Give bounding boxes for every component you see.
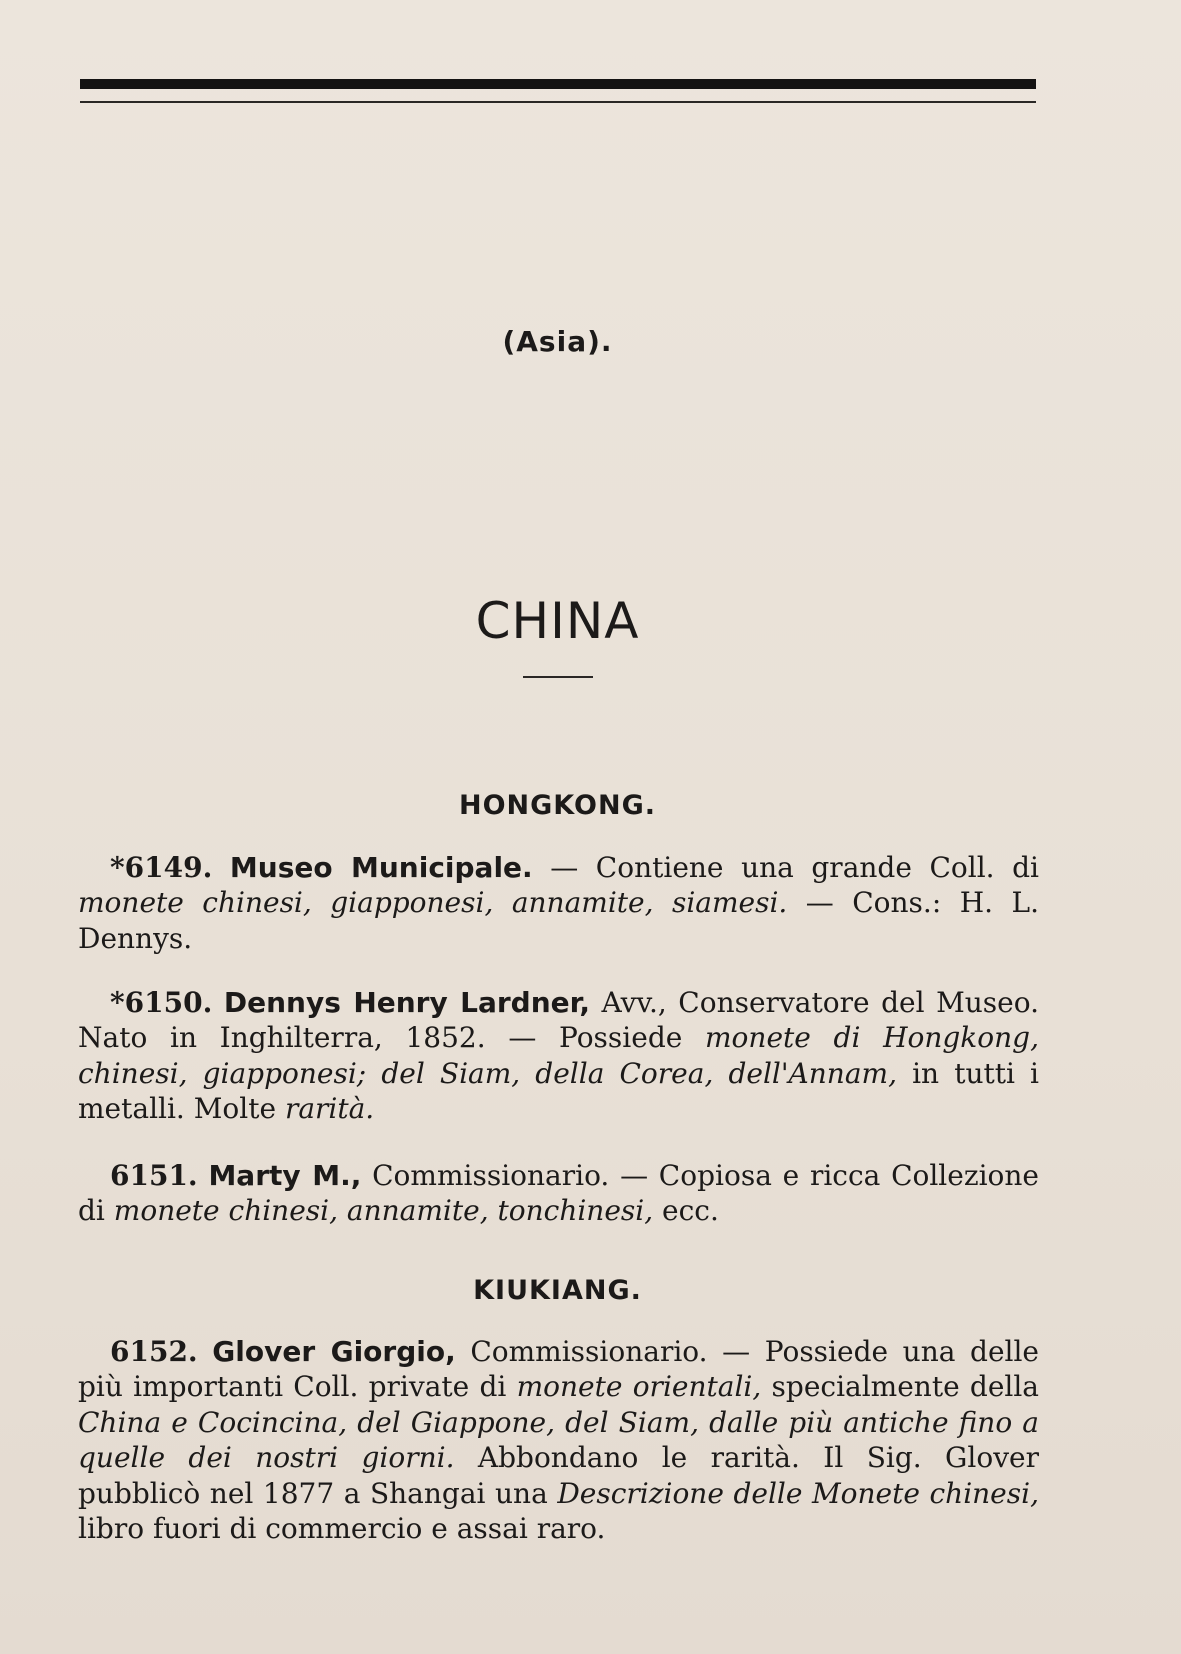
entry-name: Dennys Henry Lardner,: [223, 986, 590, 1019]
entry-6152: [78, 1334, 1039, 1546]
entry-text: specialmente della: [761, 1370, 1039, 1404]
country-heading: CHINA: [475, 592, 640, 650]
entry-number: *6149.: [110, 851, 213, 884]
entry-number: *6150.: [110, 986, 213, 1019]
region-heading: (Asia).: [502, 325, 613, 358]
heading-divider: [523, 676, 593, 678]
entry-italic: monete di Hongkong, chinesi, giapponesi; del Siam, della Corea, dell'Annam,: [78, 1021, 1039, 1090]
entry-italic: Descrizione delle Monete chinesi,: [557, 1476, 1039, 1510]
entry-6151: [78, 1158, 1039, 1229]
entry-6149: [78, 850, 1039, 956]
entry-name: Museo Municipale.: [229, 851, 533, 884]
entry-text: libro fuori di commercio e assai raro.: [78, 1512, 606, 1546]
entry-text: in tutti i metalli. Molte: [78, 1056, 1039, 1126]
entry-name: Glover Giorgio,: [212, 1335, 456, 1368]
entry-italic: rarità.: [284, 1092, 375, 1126]
entry-text: Commissionario. — Possiede una delle più importanti Coll. private di: [78, 1335, 1039, 1404]
entry-6150: [78, 985, 1039, 1127]
entry-italic: China e Cocincina, del Giappone, del Siam, dalle più antiche fino a quelle dei nostri giorni.: [78, 1405, 1039, 1475]
entry-italic: monete chinesi, annamite, tonchinesi,: [113, 1194, 654, 1228]
section-title-kiukiang: KIUKIANG.: [473, 1275, 642, 1306]
entry-number: 6152.: [110, 1335, 198, 1368]
header-rule-thick: [80, 79, 1036, 89]
entry-text: — Cons.: H. L. Dennys.: [78, 886, 1039, 955]
entry-number: 6151.: [110, 1159, 198, 1192]
entry-text: ecc.: [653, 1194, 719, 1228]
entry-italic: monete orientali,: [516, 1370, 762, 1404]
header-rule-thin: [80, 101, 1036, 103]
section-title-hongkong: HONGKONG.: [459, 790, 656, 821]
entry-italic: monete chinesi, giapponesi, annamite, siamesi.: [78, 886, 788, 920]
entry-text: — Contiene una grande Coll. di: [532, 851, 1040, 884]
entry-text: Abbondano le rarità. Il Sig. Glover pubblicò nel 1877 a Shangai una: [78, 1441, 1039, 1510]
entry-name: Marty M.,: [208, 1159, 362, 1192]
entry-text: Commissionario. — Copiosa e ricca Collezione di: [78, 1159, 1040, 1228]
entry-text: Avv., Conservatore del Museo. Nato in Inghilterra, 1852. — Possiede: [78, 986, 1039, 1055]
